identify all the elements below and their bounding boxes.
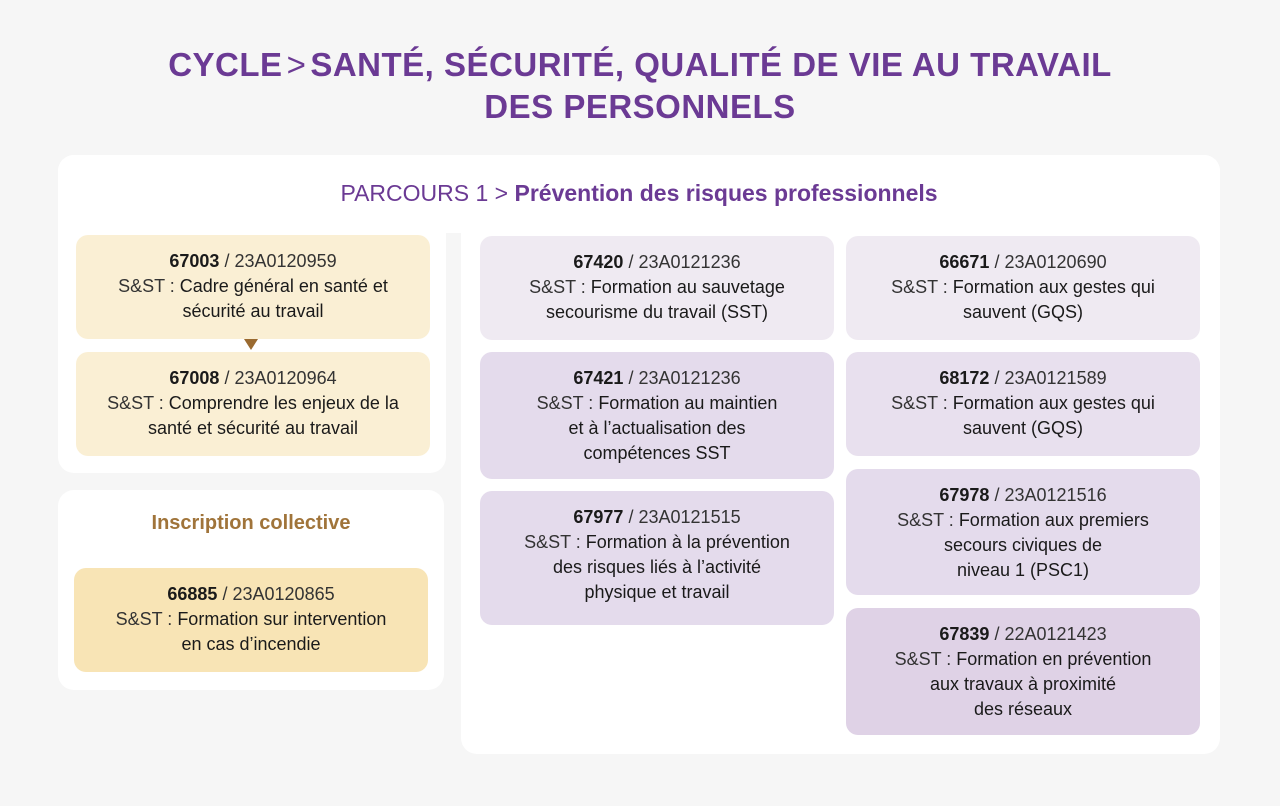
course-card[interactable]: 66885 / 23A0120865 S&ST : Formation sur intervention en cas d’incendie — [74, 568, 428, 672]
course-code: 67003 — [169, 251, 220, 271]
course-title: Comprendre les enjeux de la — [168, 393, 399, 413]
course-ref: 23A0121236 — [638, 252, 741, 272]
course-title: des risques liés à l’activité — [552, 557, 762, 577]
course-title: sauvent (GQS) — [962, 302, 1084, 322]
course-title: Formation aux gestes qui — [952, 393, 1155, 413]
course-prefix: S&ST : — [115, 609, 173, 629]
parcours-prefix: PARCOURS 1 — [340, 180, 489, 206]
course-code: 66885 — [167, 584, 218, 604]
course-prefix: S&ST : — [891, 277, 948, 297]
course-card[interactable]: 67839 / 22A0121423 S&ST : Formation en prévention aux travaux à proximité des réseaux — [846, 608, 1200, 735]
course-title: niveau 1 (PSC1) — [956, 560, 1090, 580]
course-title: secours civiques de — [943, 535, 1103, 555]
course-code: 66671 — [939, 252, 990, 272]
title-prefix: CYCLE — [168, 46, 283, 83]
course-title: sécurité au travail — [182, 301, 324, 321]
page-title-line2: DES PERSONNELS — [484, 88, 796, 125]
course-prefix: S&ST : — [897, 510, 954, 530]
course-title: Cadre général en santé et — [179, 276, 388, 296]
course-title: Formation aux gestes qui — [952, 277, 1155, 297]
course-title: Formation au maintien — [598, 393, 778, 413]
course-title: physique et travail — [584, 582, 730, 602]
course-prefix: S&ST : — [107, 393, 164, 413]
course-prefix: S&ST : — [894, 649, 952, 669]
course-card[interactable]: 67003 / 23A0120959 S&ST : Cadre général en santé et sécurité au travail — [76, 235, 430, 339]
course-card[interactable]: 66671 / 23A0120690 S&ST : Formation aux gestes qui sauvent (GQS) — [846, 236, 1200, 340]
course-card[interactable]: 67420 / 23A0121236 S&ST : Formation au sauvetage secourisme du travail (SST) — [480, 236, 834, 340]
course-code: 67839 — [939, 624, 990, 644]
parcours-separator: > — [494, 180, 509, 206]
course-ref: 23A0120964 — [234, 368, 337, 388]
course-prefix: S&ST : — [891, 393, 948, 413]
course-ref: 23A0120959 — [234, 251, 337, 271]
course-ref: 23A0120865 — [232, 584, 335, 604]
course-title: compétences SST — [583, 443, 731, 463]
course-title: santé et sécurité au travail — [147, 418, 359, 438]
course-title: secourisme du travail (SST) — [545, 302, 769, 322]
course-ref: 22A0121423 — [1004, 624, 1107, 644]
title-main: SANTÉ, SÉCURITÉ, QUALITÉ DE VIE AU TRAVAIL — [310, 46, 1112, 83]
course-code: 67978 — [939, 485, 990, 505]
course-card[interactable]: 67978 / 23A0121516 S&ST : Formation aux premiers secours civiques de niveau 1 (PSC1) — [846, 469, 1200, 595]
course-prefix: S&ST : — [524, 532, 581, 552]
course-ref: 23A0120690 — [1004, 252, 1107, 272]
course-title: Formation sur intervention — [177, 609, 387, 629]
course-title: aux travaux à proximité — [929, 674, 1117, 694]
course-ref: 23A0121236 — [638, 368, 741, 388]
parcours-heading — [58, 176, 1220, 210]
page-title-line1 — [0, 44, 1280, 86]
course-title: Formation aux premiers — [958, 510, 1149, 530]
course-title: sauvent (GQS) — [962, 418, 1084, 438]
course-card[interactable]: 68172 / 23A0121589 S&ST : Formation aux gestes qui sauvent (GQS) — [846, 352, 1200, 456]
course-ref: 23A0121516 — [1004, 485, 1107, 505]
course-code: 67420 — [573, 252, 624, 272]
course-title: Formation au sauvetage — [590, 277, 785, 297]
course-card[interactable]: 67977 / 23A0121515 S&ST : Formation à la prévention des risques liés à l’activité physique et travail — [480, 491, 834, 625]
course-title: Formation à la prévention — [585, 532, 790, 552]
course-prefix: S&ST : — [529, 277, 586, 297]
course-code: 68172 — [939, 368, 990, 388]
course-code: 67421 — [573, 368, 624, 388]
collective-title: Inscription collective — [151, 512, 351, 534]
course-title: des réseaux — [973, 699, 1073, 719]
course-code: 67008 — [169, 368, 220, 388]
title-separator: > — [286, 46, 307, 83]
arrow-down-icon — [244, 339, 258, 350]
course-title: en cas d’incendie — [181, 634, 321, 654]
course-prefix: S&ST : — [536, 393, 594, 413]
course-card[interactable]: 67008 / 23A0120964 S&ST : Comprendre les enjeux de la santé et sécurité au travail — [76, 352, 430, 456]
course-prefix: S&ST : — [118, 276, 175, 296]
course-code: 67977 — [573, 507, 624, 527]
parcours-title: Prévention des risques professionnels — [514, 180, 938, 206]
course-ref: 23A0121589 — [1004, 368, 1107, 388]
page-title — [0, 44, 1280, 128]
course-title: Formation en prévention — [956, 649, 1152, 669]
course-ref: 23A0121515 — [638, 507, 741, 527]
course-title: et à l’actualisation des — [568, 418, 746, 438]
course-card[interactable]: 67421 / 23A0121236 S&ST : Formation au maintien et à l’actualisation des compétences SST — [480, 352, 834, 479]
